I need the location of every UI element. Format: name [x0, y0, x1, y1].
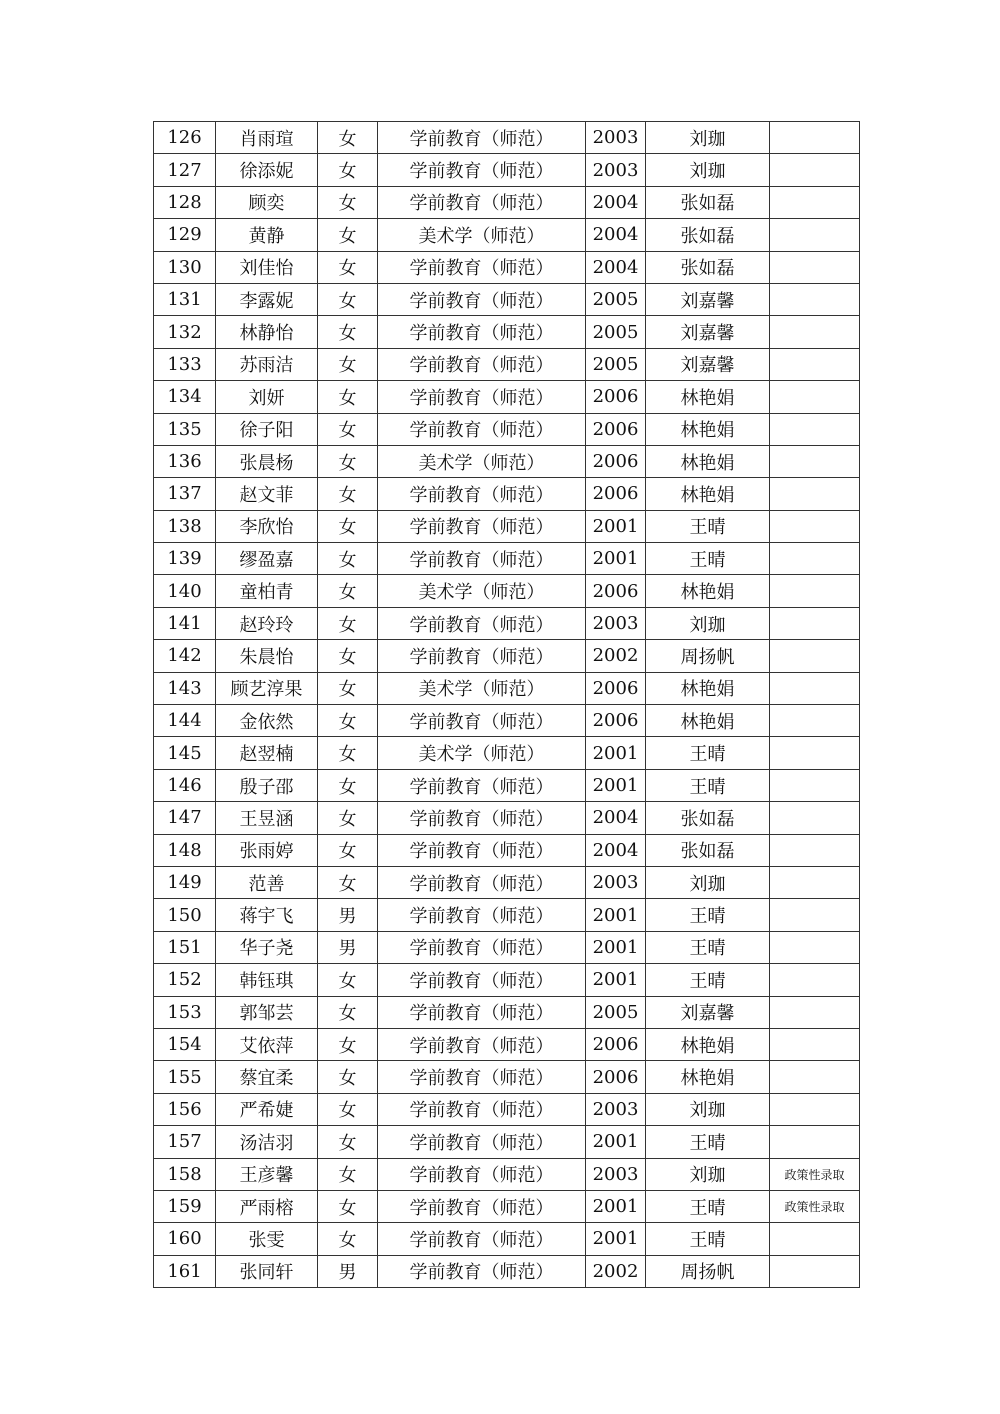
cell-row-number: 153 [154, 996, 216, 1028]
cell-class-code: 2006 [586, 1028, 646, 1060]
table-row [154, 543, 860, 575]
cell-remark [770, 1093, 860, 1125]
cell-row-number: 131 [154, 283, 216, 315]
table-row [154, 316, 860, 348]
cell-teacher: 林艳娟 [646, 413, 770, 445]
cell-remark [770, 283, 860, 315]
cell-row-number: 142 [154, 640, 216, 672]
table-row [154, 1093, 860, 1125]
table-row [154, 705, 860, 737]
table-row [154, 672, 860, 704]
cell-major: 美术学（师范） [378, 219, 586, 251]
cell-student-name: 殷子邵 [216, 769, 318, 801]
cell-teacher: 林艳娟 [646, 672, 770, 704]
cell-class-code: 2001 [586, 931, 646, 963]
cell-row-number: 135 [154, 413, 216, 445]
cell-row-number: 136 [154, 445, 216, 477]
cell-class-code: 2003 [586, 866, 646, 898]
cell-remark [770, 348, 860, 380]
cell-student-name: 张同轩 [216, 1255, 318, 1287]
cell-row-number: 151 [154, 931, 216, 963]
cell-row-number: 132 [154, 316, 216, 348]
table-row [154, 186, 860, 218]
cell-remark [770, 381, 860, 413]
cell-teacher: 林艳娟 [646, 381, 770, 413]
cell-row-number: 160 [154, 1223, 216, 1255]
cell-remark [770, 316, 860, 348]
cell-gender: 女 [318, 737, 378, 769]
table-row [154, 478, 860, 510]
cell-remark [770, 575, 860, 607]
cell-gender: 女 [318, 607, 378, 639]
cell-remark [770, 672, 860, 704]
cell-major: 学前教育（师范） [378, 834, 586, 866]
cell-student-name: 肖雨瑄 [216, 122, 318, 154]
cell-teacher: 林艳娟 [646, 575, 770, 607]
admission-table [153, 121, 860, 1288]
cell-class-code: 2001 [586, 899, 646, 931]
cell-remark [770, 1061, 860, 1093]
cell-row-number: 145 [154, 737, 216, 769]
cell-teacher: 王晴 [646, 1223, 770, 1255]
cell-class-code: 2002 [586, 1255, 646, 1287]
cell-student-name: 徐子阳 [216, 413, 318, 445]
cell-class-code: 2006 [586, 413, 646, 445]
cell-remark [770, 931, 860, 963]
table-row [154, 1028, 860, 1060]
cell-major: 学前教育（师范） [378, 478, 586, 510]
cell-major: 学前教育（师范） [378, 510, 586, 542]
cell-major: 美术学（师范） [378, 737, 586, 769]
cell-class-code: 2006 [586, 1061, 646, 1093]
cell-row-number: 143 [154, 672, 216, 704]
cell-major: 美术学（师范） [378, 445, 586, 477]
cell-remark [770, 413, 860, 445]
cell-class-code: 2001 [586, 543, 646, 575]
cell-gender: 女 [318, 866, 378, 898]
cell-remark [770, 478, 860, 510]
cell-teacher: 张如磊 [646, 802, 770, 834]
cell-row-number: 159 [154, 1190, 216, 1222]
cell-student-name: 赵文菲 [216, 478, 318, 510]
cell-teacher: 林艳娟 [646, 1028, 770, 1060]
cell-student-name: 朱晨怡 [216, 640, 318, 672]
cell-student-name: 金依然 [216, 705, 318, 737]
cell-class-code: 2005 [586, 348, 646, 380]
cell-class-code: 2003 [586, 122, 646, 154]
cell-gender: 女 [318, 186, 378, 218]
cell-student-name: 蒋宇飞 [216, 899, 318, 931]
cell-row-number: 147 [154, 802, 216, 834]
cell-row-number: 148 [154, 834, 216, 866]
cell-gender: 女 [318, 1061, 378, 1093]
cell-remark [770, 219, 860, 251]
cell-major: 美术学（师范） [378, 672, 586, 704]
cell-class-code: 2001 [586, 1126, 646, 1158]
cell-major: 学前教育（师范） [378, 154, 586, 186]
cell-remark [770, 607, 860, 639]
cell-gender: 女 [318, 575, 378, 607]
cell-student-name: 赵翌楠 [216, 737, 318, 769]
cell-class-code: 2004 [586, 219, 646, 251]
cell-class-code: 2001 [586, 964, 646, 996]
cell-major: 美术学（师范） [378, 575, 586, 607]
cell-teacher: 林艳娟 [646, 445, 770, 477]
cell-student-name: 李露妮 [216, 283, 318, 315]
table-row [154, 251, 860, 283]
cell-teacher: 刘嘉馨 [646, 348, 770, 380]
cell-gender: 女 [318, 769, 378, 801]
cell-teacher: 张如磊 [646, 834, 770, 866]
table-row [154, 1061, 860, 1093]
cell-remark [770, 445, 860, 477]
cell-row-number: 149 [154, 866, 216, 898]
cell-teacher: 刘嘉馨 [646, 996, 770, 1028]
cell-class-code: 2004 [586, 802, 646, 834]
cell-student-name: 苏雨洁 [216, 348, 318, 380]
cell-major: 学前教育（师范） [378, 640, 586, 672]
cell-class-code: 2001 [586, 1223, 646, 1255]
cell-gender: 女 [318, 996, 378, 1028]
cell-teacher: 刘珈 [646, 154, 770, 186]
cell-student-name: 汤洁羽 [216, 1126, 318, 1158]
cell-student-name: 黄静 [216, 219, 318, 251]
cell-major: 学前教育（师范） [378, 413, 586, 445]
cell-student-name: 王彦馨 [216, 1158, 318, 1190]
cell-student-name: 缪盈嘉 [216, 543, 318, 575]
cell-gender: 女 [318, 510, 378, 542]
cell-major: 学前教育（师范） [378, 186, 586, 218]
cell-class-code: 2003 [586, 1158, 646, 1190]
cell-student-name: 艾依萍 [216, 1028, 318, 1060]
table-row [154, 283, 860, 315]
table-body [154, 122, 860, 1288]
table-row [154, 834, 860, 866]
cell-major: 学前教育（师范） [378, 1028, 586, 1060]
cell-student-name: 顾奕 [216, 186, 318, 218]
table-row [154, 413, 860, 445]
cell-teacher: 王晴 [646, 1190, 770, 1222]
cell-remark [770, 251, 860, 283]
table-row [154, 1190, 860, 1222]
cell-student-name: 徐添妮 [216, 154, 318, 186]
table-row [154, 996, 860, 1028]
table-row [154, 510, 860, 542]
cell-gender: 女 [318, 381, 378, 413]
cell-teacher: 林艳娟 [646, 1061, 770, 1093]
cell-class-code: 2005 [586, 996, 646, 1028]
cell-student-name: 华子尧 [216, 931, 318, 963]
cell-class-code: 2001 [586, 1190, 646, 1222]
cell-class-code: 2001 [586, 510, 646, 542]
cell-row-number: 127 [154, 154, 216, 186]
cell-remark [770, 1028, 860, 1060]
cell-gender: 女 [318, 445, 378, 477]
cell-remark [770, 866, 860, 898]
cell-teacher: 王晴 [646, 964, 770, 996]
cell-gender: 女 [318, 122, 378, 154]
cell-major: 学前教育（师范） [378, 705, 586, 737]
cell-teacher: 刘珈 [646, 607, 770, 639]
cell-row-number: 126 [154, 122, 216, 154]
table-row [154, 931, 860, 963]
cell-student-name: 王昱涵 [216, 802, 318, 834]
cell-student-name: 严希婕 [216, 1093, 318, 1125]
cell-row-number: 130 [154, 251, 216, 283]
cell-class-code: 2001 [586, 737, 646, 769]
cell-gender: 女 [318, 543, 378, 575]
cell-teacher: 林艳娟 [646, 705, 770, 737]
cell-class-code: 2006 [586, 381, 646, 413]
cell-major: 学前教育（师范） [378, 1223, 586, 1255]
cell-major: 学前教育（师范） [378, 348, 586, 380]
cell-remark [770, 964, 860, 996]
cell-class-code: 2005 [586, 283, 646, 315]
cell-remark [770, 543, 860, 575]
cell-remark [770, 737, 860, 769]
cell-class-code: 2006 [586, 575, 646, 607]
cell-teacher: 刘嘉馨 [646, 283, 770, 315]
cell-student-name: 刘佳怡 [216, 251, 318, 283]
cell-major: 学前教育（师范） [378, 1190, 586, 1222]
cell-class-code: 2003 [586, 154, 646, 186]
cell-row-number: 137 [154, 478, 216, 510]
cell-major: 学前教育（师范） [378, 866, 586, 898]
cell-gender: 女 [318, 1028, 378, 1060]
cell-teacher: 王晴 [646, 899, 770, 931]
table-row [154, 899, 860, 931]
cell-major: 学前教育（师范） [378, 996, 586, 1028]
cell-row-number: 161 [154, 1255, 216, 1287]
cell-gender: 女 [318, 1126, 378, 1158]
cell-remark [770, 640, 860, 672]
cell-student-name: 赵玲玲 [216, 607, 318, 639]
cell-row-number: 133 [154, 348, 216, 380]
cell-gender: 女 [318, 705, 378, 737]
cell-teacher: 刘珈 [646, 866, 770, 898]
cell-remark [770, 899, 860, 931]
cell-major: 学前教育（师范） [378, 381, 586, 413]
cell-teacher: 张如磊 [646, 186, 770, 218]
cell-row-number: 157 [154, 1126, 216, 1158]
cell-row-number: 128 [154, 186, 216, 218]
cell-class-code: 2004 [586, 251, 646, 283]
cell-student-name: 韩钰琪 [216, 964, 318, 996]
cell-gender: 女 [318, 1158, 378, 1190]
cell-teacher: 王晴 [646, 931, 770, 963]
cell-remark [770, 186, 860, 218]
table-row [154, 802, 860, 834]
cell-row-number: 139 [154, 543, 216, 575]
cell-remark [770, 1223, 860, 1255]
cell-student-name: 范善 [216, 866, 318, 898]
cell-teacher: 张如磊 [646, 251, 770, 283]
cell-row-number: 138 [154, 510, 216, 542]
cell-class-code: 2006 [586, 705, 646, 737]
cell-remark [770, 510, 860, 542]
cell-major: 学前教育（师范） [378, 769, 586, 801]
cell-teacher: 刘珈 [646, 122, 770, 154]
cell-remark [770, 154, 860, 186]
cell-major: 学前教育（师范） [378, 931, 586, 963]
cell-row-number: 134 [154, 381, 216, 413]
table-row [154, 219, 860, 251]
table-row [154, 737, 860, 769]
cell-major: 学前教育（师范） [378, 964, 586, 996]
cell-teacher: 王晴 [646, 543, 770, 575]
cell-row-number: 155 [154, 1061, 216, 1093]
cell-gender: 女 [318, 478, 378, 510]
cell-student-name: 严雨榕 [216, 1190, 318, 1222]
cell-student-name: 顾艺淳果 [216, 672, 318, 704]
cell-major: 学前教育（师范） [378, 899, 586, 931]
cell-major: 学前教育（师范） [378, 283, 586, 315]
cell-remark [770, 834, 860, 866]
cell-teacher: 刘珈 [646, 1158, 770, 1190]
table-row [154, 769, 860, 801]
cell-major: 学前教育（师范） [378, 1255, 586, 1287]
table-row [154, 381, 860, 413]
cell-remark [770, 996, 860, 1028]
cell-remark [770, 769, 860, 801]
cell-row-number: 150 [154, 899, 216, 931]
cell-student-name: 李欣怡 [216, 510, 318, 542]
table-row [154, 607, 860, 639]
cell-class-code: 2004 [586, 834, 646, 866]
cell-student-name: 林静怡 [216, 316, 318, 348]
cell-gender: 男 [318, 1255, 378, 1287]
table-row [154, 1255, 860, 1287]
cell-remark [770, 1126, 860, 1158]
cell-remark [770, 1255, 860, 1287]
cell-gender: 女 [318, 1093, 378, 1125]
cell-row-number: 154 [154, 1028, 216, 1060]
cell-gender: 女 [318, 154, 378, 186]
table-row [154, 964, 860, 996]
cell-teacher: 王晴 [646, 510, 770, 542]
table-row [154, 445, 860, 477]
cell-remark [770, 802, 860, 834]
cell-major: 学前教育（师范） [378, 1061, 586, 1093]
cell-teacher: 周扬帆 [646, 640, 770, 672]
cell-teacher: 周扬帆 [646, 1255, 770, 1287]
cell-student-name: 张晨杨 [216, 445, 318, 477]
cell-student-name: 童柏青 [216, 575, 318, 607]
cell-teacher: 张如磊 [646, 219, 770, 251]
cell-gender: 女 [318, 413, 378, 445]
cell-class-code: 2005 [586, 316, 646, 348]
cell-class-code: 2001 [586, 769, 646, 801]
cell-major: 学前教育（师范） [378, 607, 586, 639]
cell-class-code: 2006 [586, 478, 646, 510]
cell-class-code: 2006 [586, 445, 646, 477]
cell-gender: 男 [318, 931, 378, 963]
table-row [154, 348, 860, 380]
table-row [154, 154, 860, 186]
cell-student-name: 张雯 [216, 1223, 318, 1255]
cell-remark [770, 705, 860, 737]
cell-teacher: 王晴 [646, 737, 770, 769]
cell-gender: 女 [318, 316, 378, 348]
table-row [154, 575, 860, 607]
cell-major: 学前教育（师范） [378, 122, 586, 154]
cell-teacher: 刘珈 [646, 1093, 770, 1125]
cell-gender: 女 [318, 283, 378, 315]
cell-remark: 政策性录取 [770, 1158, 860, 1190]
cell-row-number: 158 [154, 1158, 216, 1190]
cell-gender: 女 [318, 964, 378, 996]
cell-row-number: 144 [154, 705, 216, 737]
cell-major: 学前教育（师范） [378, 316, 586, 348]
cell-major: 学前教育（师范） [378, 543, 586, 575]
table-row [154, 1158, 860, 1190]
cell-student-name: 张雨婷 [216, 834, 318, 866]
cell-class-code: 2006 [586, 672, 646, 704]
cell-teacher: 林艳娟 [646, 478, 770, 510]
table-row [154, 122, 860, 154]
cell-row-number: 146 [154, 769, 216, 801]
cell-gender: 女 [318, 802, 378, 834]
cell-class-code: 2003 [586, 1093, 646, 1125]
cell-row-number: 156 [154, 1093, 216, 1125]
cell-class-code: 2004 [586, 186, 646, 218]
cell-major: 学前教育（师范） [378, 1158, 586, 1190]
cell-teacher: 王晴 [646, 769, 770, 801]
cell-row-number: 152 [154, 964, 216, 996]
cell-gender: 女 [318, 834, 378, 866]
cell-major: 学前教育（师范） [378, 802, 586, 834]
cell-row-number: 140 [154, 575, 216, 607]
cell-teacher: 王晴 [646, 1126, 770, 1158]
cell-gender: 女 [318, 672, 378, 704]
cell-teacher: 刘嘉馨 [646, 316, 770, 348]
cell-gender: 女 [318, 1223, 378, 1255]
cell-major: 学前教育（师范） [378, 1126, 586, 1158]
cell-student-name: 蔡宜柔 [216, 1061, 318, 1093]
cell-gender: 女 [318, 219, 378, 251]
cell-remark [770, 122, 860, 154]
cell-gender: 女 [318, 1190, 378, 1222]
cell-remark: 政策性录取 [770, 1190, 860, 1222]
table-row [154, 1126, 860, 1158]
cell-class-code: 2003 [586, 607, 646, 639]
cell-major: 学前教育（师范） [378, 251, 586, 283]
cell-gender: 男 [318, 899, 378, 931]
cell-row-number: 141 [154, 607, 216, 639]
cell-gender: 女 [318, 251, 378, 283]
cell-class-code: 2002 [586, 640, 646, 672]
table-row [154, 640, 860, 672]
table-row [154, 866, 860, 898]
cell-student-name: 郭邹芸 [216, 996, 318, 1028]
cell-gender: 女 [318, 348, 378, 380]
cell-major: 学前教育（师范） [378, 1093, 586, 1125]
cell-student-name: 刘妍 [216, 381, 318, 413]
cell-row-number: 129 [154, 219, 216, 251]
table-row [154, 1223, 860, 1255]
cell-gender: 女 [318, 640, 378, 672]
